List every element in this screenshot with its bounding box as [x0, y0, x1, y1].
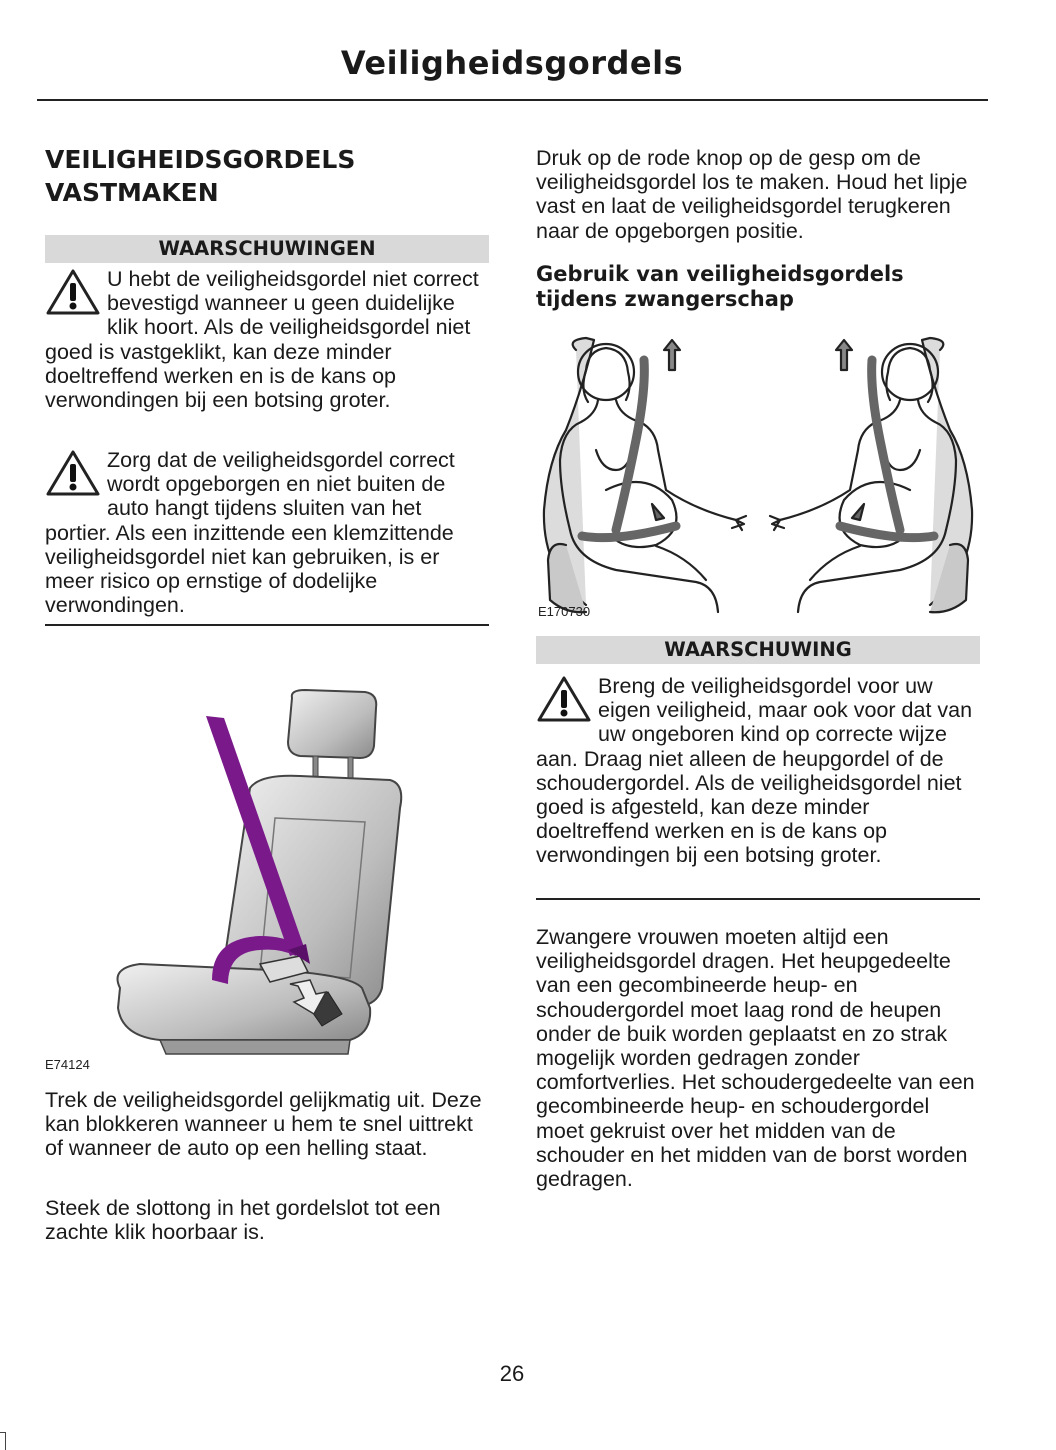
- warning-block-2: [45, 448, 490, 617]
- figure-label-left: E74124: [45, 1057, 90, 1072]
- pregnancy-subheading: Gebruik van veiligheidsgordels tijdens zwangerschap: [536, 262, 904, 311]
- warning-triangle-icon: [45, 267, 101, 317]
- warning-text-3: Breng de veiligheidsgordel voor uw eigen veiligheid, maar ook voor dat van uw ongeboren kind op correcte wijze aan. Draag niet alleen de heupgordel of de schoudergordel. Als de veiligheidsgordel niet goed is afgesteld, kan deze minder doeltreffend werken en is de kans op verwondingen bij een botsing groter.: [536, 674, 973, 868]
- warnings-title-bar: WAARSCHUWINGEN: [45, 235, 489, 263]
- page-number: 26: [499, 1361, 525, 1386]
- title-divider: [37, 99, 988, 101]
- warning-block-1: [45, 267, 490, 412]
- left-paragraph-1: Trek de veiligheidsgordel gelijkmatig uit. Deze kan blokkeren wanneer u hem te snel uittrekt of wanneer de auto op een helling staat.: [45, 1088, 482, 1161]
- seat-belt-illustration: [100, 688, 420, 1058]
- pregnancy-belt-illustration: [536, 330, 980, 620]
- warning-triangle-icon: [536, 674, 592, 724]
- right-paragraph-1: Druk op de rode knop op de gesp om de veiligheidsgordel los te maken. Houd het lipje vast en laat de veiligheidsgordel terugkeren naar de opgeborgen positie.: [536, 146, 968, 243]
- warning-text-1: U hebt de veiligheidsgordel niet correct bevestigd wanneer u geen duidelijke klik hoort. Als de veiligheidsgordel niet goed is vastgeklikt, kan deze minder doeltreffend werken en is de kans op verwondingen bij een botsing groter.: [45, 267, 479, 413]
- left-paragraph-2: Steek de slottong in het gordelslot tot een zachte klik hoorbaar is.: [45, 1196, 441, 1245]
- page-title: Veiligheidsgordels: [340, 44, 684, 82]
- crop-mark: [0, 1432, 6, 1450]
- section-heading-line-2: VASTMAKEN: [45, 178, 219, 207]
- right-paragraph-2: Zwangere vrouwen moeten altijd een veiligheidsgordel dragen. Het heupgedeelte van een gecombineerde heup- en schoudergordel moet laag rond de heupen onder de buik worden geplaatst en zo strak mogelijk worden gedragen zonder comfortverlies. Het schoudergedeelte van een gecombineerde heup- en schoudergordel moet gekruist over het midden van de schouder en het midden van de borst worden gedragen.: [536, 925, 975, 1192]
- warning-block-3: [536, 674, 981, 868]
- section-heading: [45, 143, 490, 209]
- section-heading-line-1: VEILIGHEIDSGORDELS: [45, 145, 356, 174]
- figure-label-right: E170730: [538, 604, 591, 619]
- warning-triangle-icon: [45, 448, 101, 498]
- warning-text-2: Zorg dat de veiligheidsgordel correct wordt opgeborgen en niet buiten de auto hangt tijdens sluiten van het portier. Als een inzittende een klemzittende veiligheidsgordel niet kan gebruiken, is er meer risico op ernstige of dodelijke verwondingen.: [45, 448, 455, 618]
- warning-title-bar: WAARSCHUWING: [536, 636, 980, 664]
- warning-divider: [536, 898, 980, 900]
- warnings-divider: [45, 624, 489, 626]
